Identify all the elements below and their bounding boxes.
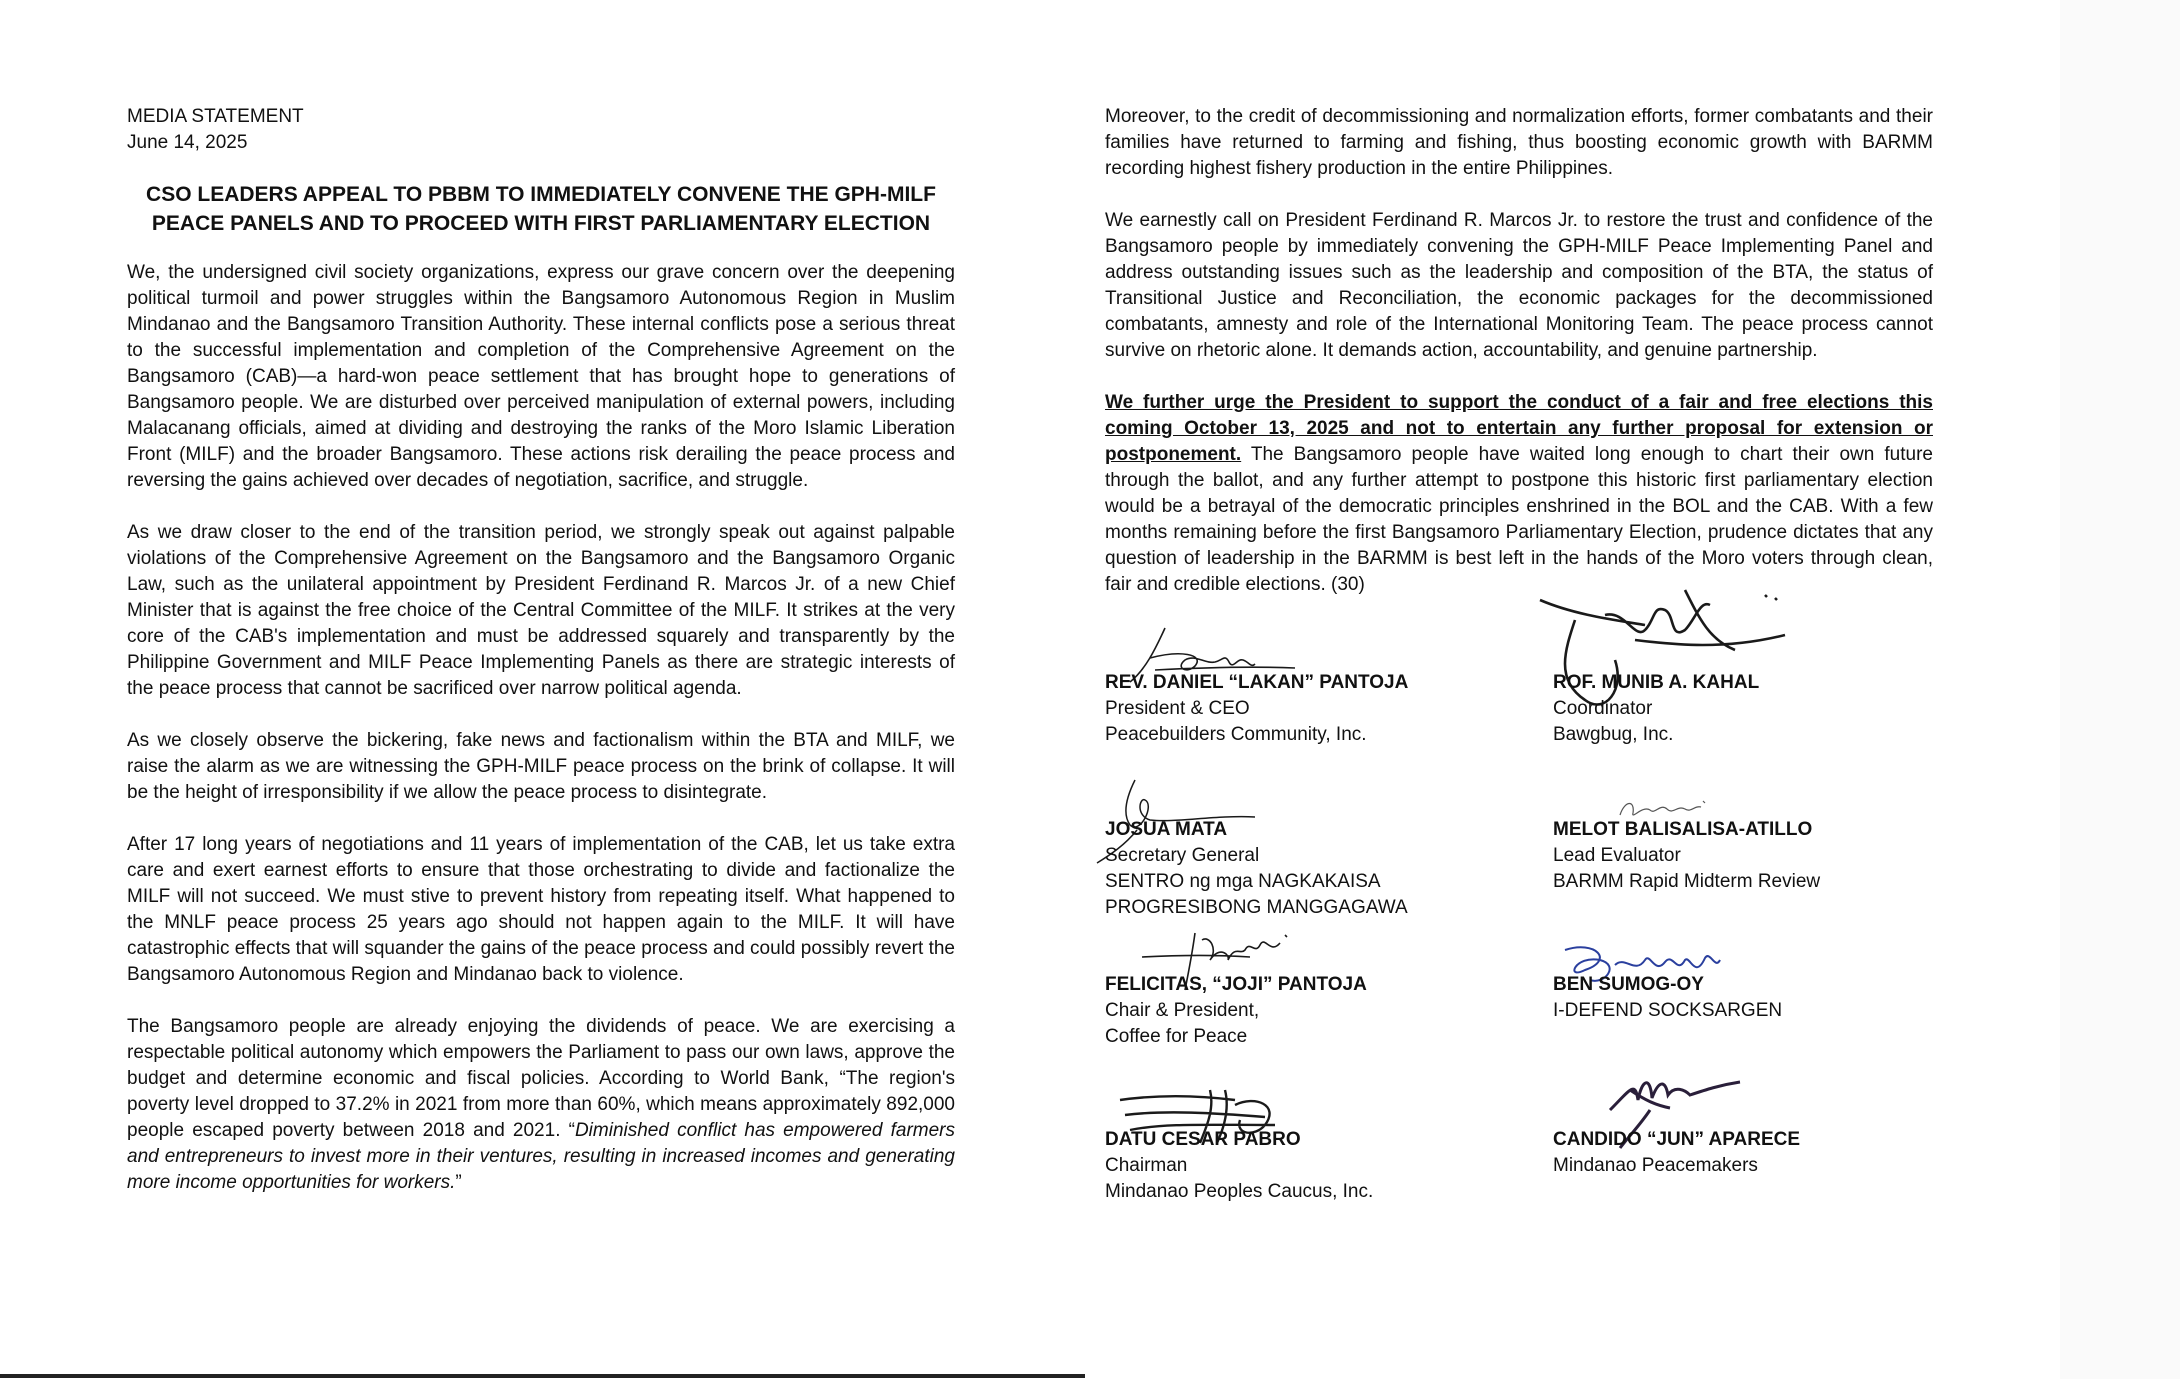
signatory-org: PROGRESIBONG MANGGAGAWA xyxy=(1105,897,1408,918)
bottom-rule xyxy=(0,1374,1085,1378)
elections-emphasis: We further urge the President to support the conduct of a fair and free elections this coming October 13, 2025 and not to entertain any further proposal for extension or postponement. xyxy=(1105,392,1933,465)
paragraph: After 17 long years of negotiations and 11 years of implementation of the CAB, let us take extra care and exert earnest efforts to ensure that those orchestrating to divide and factionalize the MILF will not succeed. We must stive to prevent history from repeating itself. What happened to the MNLF peace process 25 years ago should not happen again to the MILF. It will have catastrophic effects that will squander the gains of the peace process and could possibly revert the Bangsamoro Autonomous Region and Mindanao back to violence. xyxy=(127,834,955,985)
paragraph: As we draw closer to the end of the transition period, we strongly speak out against palpable violations of the Comprehensive Agreement on the Bangsamoro and the Bangsamoro Organic Law, such as the unilateral appointment by President Ferdinand R. Marcos Jr. of a new Chief Minister that is against the free choice of the Central Committee of the MILF. It strikes at the very core of the CAB's implementation and must be addressed squarely and transparently by the Philippine Government and MILF Peace Implementing Panels as there are strategic interests of the peace process that cannot be sacrificed over narrow political agenda. xyxy=(127,522,955,699)
signatory-org: I-DEFEND SOCKSARGEN xyxy=(1553,1000,1783,1021)
paragraph-text: The Bangsamoro people have waited long enough to chart their own future through the ballot, and any further attempt to postpone this historic first parliamentary election would be a betrayal of the democratic principles enshrined in the BOL and the CAB. With a few months remaining before the first Bangsamoro Parliamentary Election, prudence dictates that any question of leadership in the BARMM is best left in the hands of the Moro voters through clean, fair and credible elections. (30) xyxy=(1105,444,1933,595)
signatory-org: Coffee for Peace xyxy=(1105,1026,1248,1047)
title-line-2: PEACE PANELS AND TO PROCEED WITH FIRST PARLIAMENTARY ELECTION xyxy=(151,212,931,235)
signatory-title: President & CEO xyxy=(1105,698,1250,719)
document-label: MEDIA STATEMENT xyxy=(127,106,304,127)
signatory-name: REV. DANIEL “LAKAN” PANTOJA xyxy=(1105,672,1409,693)
signatory-pabro xyxy=(1105,1127,1373,1205)
right-column xyxy=(1105,104,1933,624)
signatory-title: Secretary General xyxy=(1105,845,1260,866)
signatory-name: FELICITAS, “JOJI” PANTOJA xyxy=(1105,974,1367,995)
signatory-pantoja xyxy=(1105,670,1408,748)
signatory-name: ROF. MUNIB A. KAHAL xyxy=(1553,672,1760,693)
title-line-1: CSO LEADERS APPEAL TO PBBM TO IMMEDIATELY CONVENE THE GPH-MILF xyxy=(146,183,936,206)
quote-italic: Diminished conflict has empowered farmers and entrepreneurs to invest more in their ventures, resulting in increased incomes and generating more income opportunities for workers. xyxy=(127,1120,955,1193)
signatory-title: Chair & President, xyxy=(1105,1000,1260,1021)
paragraph: We, the undersigned civil society organizations, express our grave concern over the deepening political turmoil and power struggles within the Bangsamoro Autonomous Region in Muslim Mindanao and the Bangsamoro Transition Authority. These internal conflicts pose a serious threat to the successful implementation and completion of the Comprehensive Agreement on the Bangsamoro (CAB)—a hard-won peace settlement that has brought hope to generations of Bangsamoro people. We are disturbed over perceived manipulation of external powers, including Malacanang officials, aimed at dividing and destroying the ranks of the Moro Islamic Liberation Front (MILF) and the broader Bangsamoro. These actions risk derailing the peace process and reversing the gains achieved over decades of negotiation, sacrifice, and struggle. xyxy=(127,262,955,491)
paragraph-elections xyxy=(1105,390,1933,598)
document-date: June 14, 2025 xyxy=(127,132,248,153)
paragraph-text: The Bangsamoro people are already enjoying the dividends of peace. We are exercising a respectable political autonomy which empowers the Parliament to pass our own laws, approve the budget and determine economic and fiscal policies. According to World Bank, “The region's poverty level dropped to 37.2% in 2021 from more than 60%, which means approximately 892,000 people escaped poverty between 2018 and 2021. “ xyxy=(127,1016,955,1141)
signatory-title: Lead Evaluator xyxy=(1553,845,1681,866)
signatory-org: BARMM Rapid Midterm Review xyxy=(1553,871,1821,892)
quote-close: ” xyxy=(455,1172,462,1193)
signatory-name: DATU CESAR PABRO xyxy=(1105,1129,1301,1150)
signatory-org: Mindanao Peacemakers xyxy=(1553,1155,1758,1176)
paragraph: As we closely observe the bickering, fake news and factionalism within the BTA and MILF, we raise the alarm as we are witnessing the GPH-MILF peace process on the brink of collapse. It will be the height of irresponsibility if we allow the peace process to disintegrate. xyxy=(127,730,955,803)
signatory-sumog-oy xyxy=(1553,972,1782,1024)
signatory-org: Mindanao Peoples Caucus, Inc. xyxy=(1105,1181,1374,1202)
signatory-name: JOSUA MATA xyxy=(1105,819,1228,840)
signatory-org: Bawgbug, Inc. xyxy=(1553,724,1674,745)
document-title xyxy=(127,180,955,238)
paragraph: Moreover, to the credit of decommissioning and normalization efforts, former combatants and their families have returned to farming and fishing, thus boosting economic growth with BARMM recording highest fishery production in the entire Philippines. xyxy=(1105,106,1933,179)
signatory-name: CANDIDO “JUN” APARECE xyxy=(1553,1129,1801,1150)
signatory-aparece xyxy=(1553,1127,1800,1179)
left-column xyxy=(127,104,955,1222)
signatory-title: Coordinator xyxy=(1553,698,1653,719)
signatory-atillo xyxy=(1553,817,1820,895)
signatory-kahal xyxy=(1553,670,1759,748)
signatory-mata xyxy=(1105,817,1408,921)
page-edge-shade xyxy=(2060,0,2180,1379)
signatory-name: MELOT BALISALISA-ATILLO xyxy=(1553,819,1813,840)
signatory-joji-pantoja xyxy=(1105,972,1367,1050)
signatory-name: BEN SUMOG-OY xyxy=(1553,974,1704,995)
signatory-org: SENTRO ng mga NAGKAKAISA xyxy=(1105,871,1381,892)
signatory-org: Peacebuilders Community, Inc. xyxy=(1105,724,1367,745)
paragraph: We earnestly call on President Ferdinand R. Marcos Jr. to restore the trust and confidence of the Bangsamoro people by immediately convening the GPH-MILF Peace Implementing Panel and address outstanding issues such as the leadership and composition of the BTA, the status of Transitional Justice and Reconciliation, the economic packages for the decommissioned combatants, amnesty and role of the International Monitoring Team. The peace process cannot survive on rhetoric alone. It demands action, accountability, and genuine partnership. xyxy=(1105,210,1933,361)
paragraph-world-bank xyxy=(127,1014,955,1196)
signatory-title: Chairman xyxy=(1105,1155,1188,1176)
